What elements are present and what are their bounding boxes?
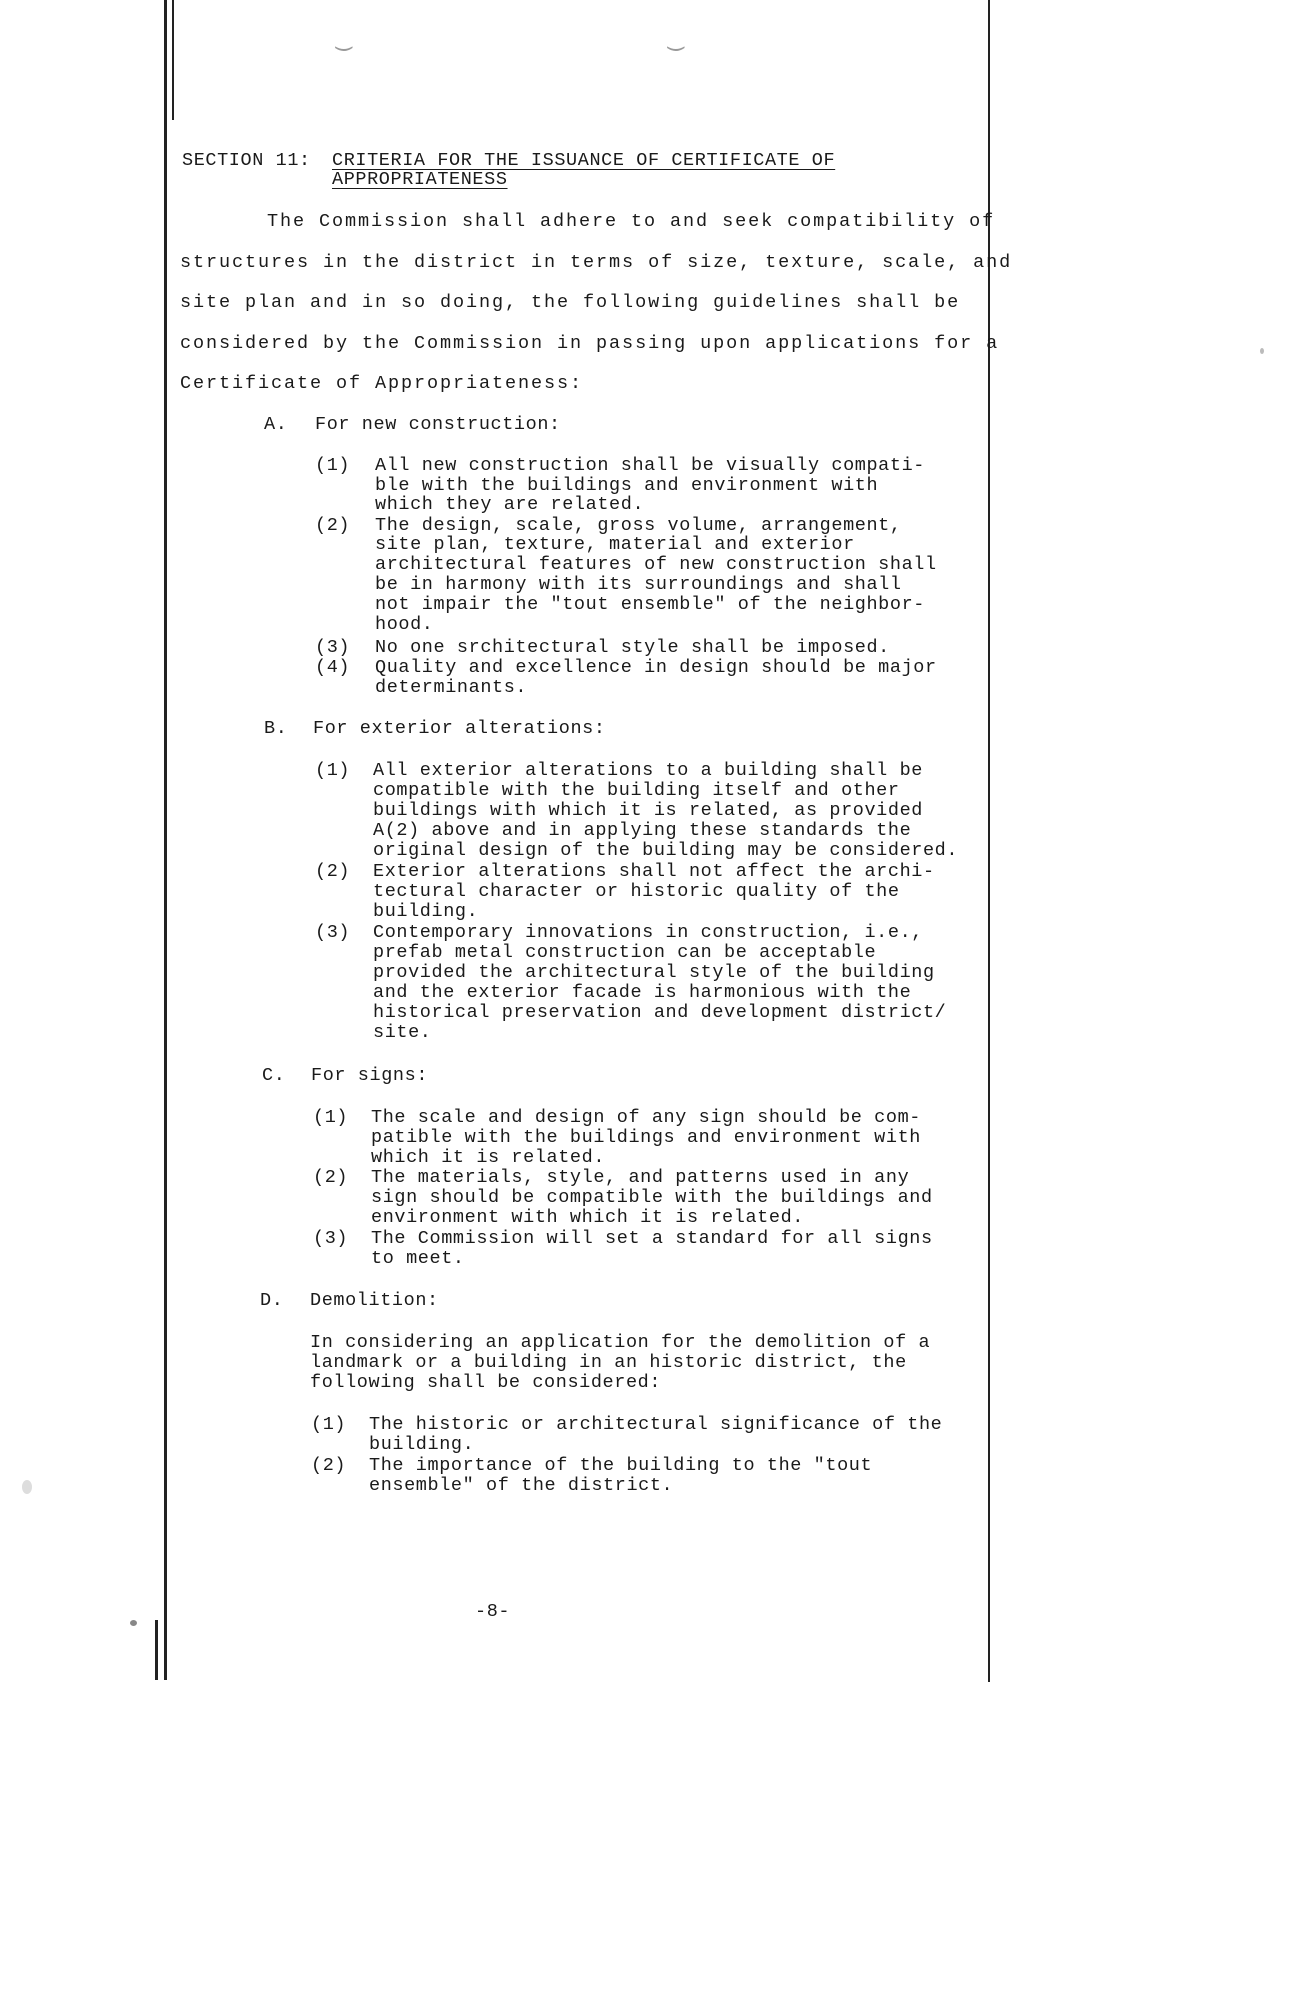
- item-line: The Commission will set a standard for all signs: [371, 1228, 933, 1249]
- item-line: site plan, texture, material and exterior: [375, 534, 855, 555]
- item-line: to meet.: [371, 1248, 465, 1269]
- demolition-paragraph-line: following shall be considered:: [310, 1372, 662, 1393]
- item-line: ble with the buildings and environment with: [375, 475, 879, 496]
- item-number: (3): [313, 1228, 349, 1249]
- item-number: (1): [315, 455, 351, 476]
- item-line: The materials, style, and patterns used in any: [371, 1167, 910, 1188]
- left-border-rule-lower: [155, 1620, 158, 1680]
- left-border-rule: [164, 0, 167, 1680]
- item-line: prefab metal construction can be acceptable: [373, 942, 877, 963]
- section-c-letter: C.: [262, 1065, 286, 1086]
- item-number: (3): [315, 637, 351, 658]
- item-line: environment with which it is related.: [371, 1207, 804, 1228]
- item-line: which it is related.: [371, 1147, 606, 1168]
- page-number: -8-: [475, 1601, 511, 1622]
- section-b-heading: For exterior alterations:: [313, 718, 606, 739]
- item-line: No one srchitectural style shall be imposed.: [375, 637, 890, 658]
- item-line: tectural character or historic quality of the: [373, 881, 900, 902]
- section-c-heading: For signs:: [311, 1065, 429, 1086]
- section-label: SECTION 11:: [182, 150, 311, 171]
- item-line: The historic or architectural significance of the: [369, 1414, 943, 1435]
- item-number: (1): [315, 760, 351, 781]
- item-line: provided the architectural style of the building: [373, 962, 935, 983]
- scan-speck: [130, 1620, 137, 1626]
- item-number: (2): [315, 515, 351, 536]
- item-line: hood.: [375, 614, 434, 635]
- item-line: ensemble" of the district.: [369, 1475, 674, 1496]
- item-line: be in harmony with its surroundings and shall: [375, 574, 902, 595]
- section-title-line-2: APPROPRIATENESS: [332, 169, 508, 190]
- item-line: patible with the buildings and environment with: [371, 1127, 921, 1148]
- item-line: which they are related.: [375, 494, 645, 515]
- item-line: historical preservation and development district/: [373, 1002, 947, 1023]
- section-title-line-1: CRITERIA FOR THE ISSUANCE OF CERTIFICATE OF: [332, 150, 836, 171]
- item-line: The scale and design of any sign should be com-: [371, 1107, 921, 1128]
- item-number: (2): [315, 861, 351, 882]
- item-line: The importance of the building to the "tout: [369, 1455, 873, 1476]
- item-line: The design, scale, gross volume, arrangement,: [375, 515, 902, 536]
- intro-line: considered by the Commission in passing upon applications for a: [180, 333, 1000, 354]
- item-number: (1): [313, 1107, 349, 1128]
- item-line: Quality and excellence in design should be major: [375, 657, 937, 678]
- demolition-paragraph-line: In considering an application for the demolition of a: [310, 1332, 931, 1353]
- intro-line: The Commission shall adhere to and seek compatibility of: [267, 211, 996, 232]
- scan-speck: [22, 1480, 32, 1494]
- hole-punch-mark-right: ‿: [668, 23, 684, 53]
- demolition-paragraph-line: landmark or a building in an historic district, the: [310, 1352, 907, 1373]
- item-number: (2): [313, 1167, 349, 1188]
- item-line: compatible with the building itself and other: [373, 780, 900, 801]
- item-number: (4): [315, 657, 351, 678]
- item-line: and the exterior facade is harmonious with the: [373, 982, 912, 1003]
- intro-line: Certificate of Appropriateness:: [180, 373, 584, 394]
- item-line: original design of the building may be considered.: [373, 840, 959, 861]
- section-a-letter: A.: [264, 414, 288, 435]
- item-line: building.: [373, 901, 479, 922]
- item-line: All exterior alterations to a building shall be: [373, 760, 923, 781]
- section-b-letter: B.: [264, 718, 288, 739]
- item-line: All new construction shall be visually compati-: [375, 455, 925, 476]
- item-line: buildings with which it is related, as provided: [373, 800, 923, 821]
- section-d-letter: D.: [260, 1290, 284, 1311]
- item-line: building.: [369, 1434, 475, 1455]
- item-line: Contemporary innovations in construction, i.e.,: [373, 922, 923, 943]
- item-number: (3): [315, 922, 351, 943]
- item-line: sign should be compatible with the buildings and: [371, 1187, 933, 1208]
- section-a-heading: For new construction:: [315, 414, 561, 435]
- left-border-rule-inner: [172, 0, 174, 120]
- item-line: determinants.: [375, 677, 528, 698]
- intro-line: structures in the district in terms of size, texture, scale, and: [180, 252, 1013, 273]
- item-line: A(2) above and in applying these standards the: [373, 820, 912, 841]
- item-line: Exterior alterations shall not affect the archi-: [373, 861, 935, 882]
- item-number: (2): [311, 1455, 347, 1476]
- scan-speck: [1260, 348, 1264, 354]
- item-line: architectural features of new construction shall: [375, 554, 937, 575]
- item-line: site.: [373, 1022, 432, 1043]
- item-line: not impair the "tout ensemble" of the neighbor-: [375, 594, 925, 615]
- section-d-heading: Demolition:: [310, 1290, 439, 1311]
- item-number: (1): [311, 1414, 347, 1435]
- hole-punch-mark-left: ‿: [336, 23, 352, 53]
- intro-line: site plan and in so doing, the following guidelines shall be: [180, 292, 961, 313]
